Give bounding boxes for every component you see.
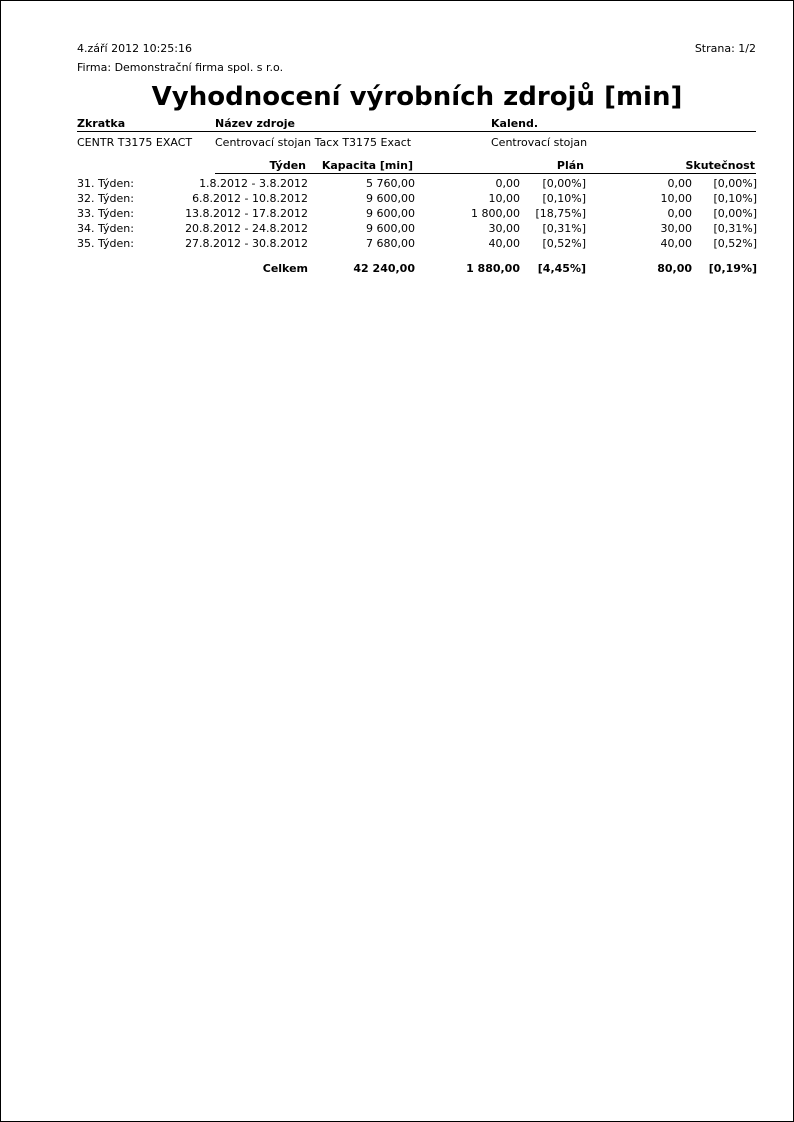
print-date-time: 4.září 2012 10:25:16 bbox=[77, 42, 192, 55]
table-row bbox=[1, 192, 794, 207]
week-capacity: 7 680,00 bbox=[366, 237, 415, 250]
week-actual: 0,00 bbox=[667, 177, 692, 190]
total-actual: 80,00 bbox=[657, 262, 692, 275]
week-capacity: 9 600,00 bbox=[366, 222, 415, 235]
page-number: Strana: 1/2 bbox=[694, 42, 756, 55]
week-actual-percent: [0,31%] bbox=[713, 222, 757, 235]
column-header-capacity: Kapacita [min] bbox=[321, 159, 413, 172]
week-label: 34. Týden: bbox=[77, 222, 134, 235]
column-header-actual: Skutečnost bbox=[685, 159, 755, 172]
week-range: 27.8.2012 - 30.8.2012 bbox=[185, 237, 308, 250]
total-row bbox=[1, 262, 794, 277]
week-label: 31. Týden: bbox=[77, 177, 134, 190]
week-actual: 10,00 bbox=[660, 192, 692, 205]
company-name: Firma: Demonstrační firma spol. s r.o. bbox=[77, 61, 284, 74]
total-actual-percent: [0,19%] bbox=[708, 262, 757, 275]
column-header-name: Název zdroje bbox=[215, 117, 295, 130]
week-actual-percent: [0,00%] bbox=[713, 207, 757, 220]
table-row bbox=[1, 237, 794, 252]
week-plan-percent: [18,75%] bbox=[535, 207, 586, 220]
column-header-calendar: Kalend. bbox=[491, 117, 539, 130]
week-plan: 10,00 bbox=[488, 192, 520, 205]
week-plan-percent: [0,10%] bbox=[542, 192, 586, 205]
week-range: 1.8.2012 - 3.8.2012 bbox=[199, 177, 308, 190]
week-plan-percent: [0,31%] bbox=[542, 222, 586, 235]
table-row bbox=[1, 177, 794, 192]
week-range: 6.8.2012 - 10.8.2012 bbox=[192, 192, 308, 205]
total-plan-percent: [4,45%] bbox=[537, 262, 586, 275]
resource-code: CENTR T3175 EXACT bbox=[77, 136, 193, 149]
total-label: Celkem bbox=[262, 262, 308, 275]
resource-name: Centrovací stojan Tacx T3175 Exact bbox=[215, 136, 412, 149]
week-label: 33. Týden: bbox=[77, 207, 134, 220]
week-capacity: 9 600,00 bbox=[366, 192, 415, 205]
week-actual: 30,00 bbox=[660, 222, 692, 235]
table-row bbox=[1, 222, 794, 237]
column-header-plan: Plán bbox=[556, 159, 584, 172]
resource-calendar: Centrovací stojan bbox=[491, 136, 588, 149]
week-plan-percent: [0,00%] bbox=[542, 177, 586, 190]
week-actual: 40,00 bbox=[660, 237, 692, 250]
week-plan: 40,00 bbox=[488, 237, 520, 250]
resource-header-divider bbox=[77, 131, 756, 132]
week-label: 35. Týden: bbox=[77, 237, 134, 250]
total-capacity: 42 240,00 bbox=[353, 262, 415, 275]
week-actual-percent: [0,10%] bbox=[713, 192, 757, 205]
week-plan-percent: [0,52%] bbox=[542, 237, 586, 250]
week-range: 13.8.2012 - 17.8.2012 bbox=[185, 207, 308, 220]
total-plan: 1 880,00 bbox=[466, 262, 520, 275]
week-label: 32. Týden: bbox=[77, 192, 134, 205]
week-range: 20.8.2012 - 24.8.2012 bbox=[185, 222, 308, 235]
week-actual-percent: [0,00%] bbox=[713, 177, 757, 190]
week-plan: 30,00 bbox=[488, 222, 520, 235]
column-header-week: Týden bbox=[269, 159, 306, 172]
week-plan: 1 800,00 bbox=[471, 207, 520, 220]
week-actual-percent: [0,52%] bbox=[713, 237, 757, 250]
report-title: Vyhodnocení výrobních zdrojů [min] bbox=[151, 82, 683, 112]
week-plan: 0,00 bbox=[495, 177, 520, 190]
week-capacity: 5 760,00 bbox=[366, 177, 415, 190]
week-actual: 0,00 bbox=[667, 207, 692, 220]
table-row bbox=[1, 207, 794, 222]
week-capacity: 9 600,00 bbox=[366, 207, 415, 220]
column-header-code: Zkratka bbox=[77, 117, 126, 130]
week-header-divider bbox=[215, 173, 756, 174]
